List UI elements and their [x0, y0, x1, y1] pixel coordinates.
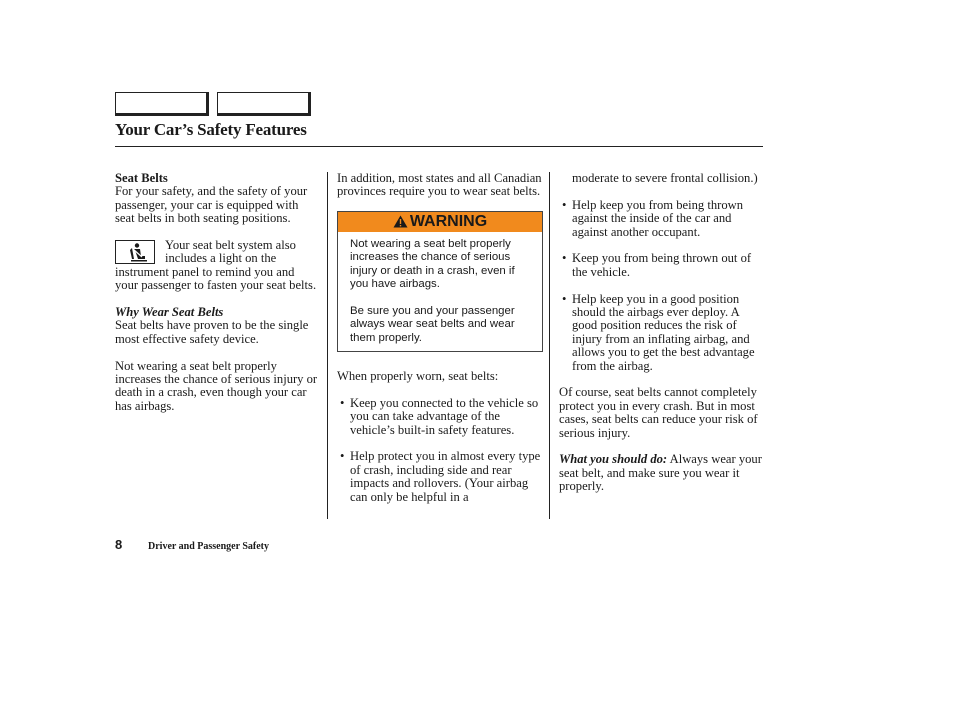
column-3: [559, 172, 764, 507]
what-to-do-paragraph: [559, 453, 764, 493]
not-wearing-paragraph: Not wearing a seat belt properly increases the chance of serious injury or death in a crash, even though your car has airbags.: [115, 358, 318, 413]
when-worn-paragraph: When properly worn, seat belts:: [337, 369, 499, 384]
title-divider: [115, 146, 763, 147]
warning-box: [337, 211, 543, 352]
warning-header: [338, 212, 542, 232]
seat-belt-reminder-icon: [115, 240, 155, 264]
list-item: • Keep you connected to the vehicle so you can take advantage of the vehicle’s built-in safety features.: [340, 395, 539, 437]
what-to-do-text: Always wear your seat belt, and make sure you wear it properly.: [559, 452, 762, 494]
warning-body: [338, 232, 542, 351]
section-heading-seat-belts: Seat Belts: [115, 171, 168, 185]
column-2: [337, 172, 543, 517]
warning-paragraph-1: Not wearing a seat belt properly increases the chance of serious injury or death in a crash, even if you have airbags.: [350, 237, 515, 291]
subheading-why-wear: Why Wear Seat Belts: [115, 305, 224, 320]
warning-paragraph-2: Be sure you and your passenger always wear seat belts and wear them properly.: [350, 304, 515, 344]
previous-page-button[interactable]: [115, 92, 209, 116]
reminder-light-text: Your seat belt system also includes a light on the instrument panel to remind you and your passenger to fasten your seat belts.: [115, 238, 317, 293]
list-item: • Help keep you from being thrown against the inside of the car and against another occupant.: [562, 197, 744, 239]
law-paragraph: In addition, most states and all Canadian provinces require you to wear seat belts.: [337, 171, 542, 199]
warning-label: WARNING: [409, 212, 488, 230]
page-number: 8: [115, 537, 123, 552]
list-item: • Keep you from being thrown out of the vehicle.: [562, 251, 752, 279]
list-item: • Help protect you in almost every type of crash, including side and rear impacts and rollovers. (Your airbag can only be helpful in a: [340, 449, 541, 504]
warning-triangle-icon: [393, 215, 408, 228]
page-title: Your Car’s Safety Features: [115, 120, 307, 139]
intro-paragraph: For your safety, and the safety of your passenger, your car is equipped with seat belts in both seating positions.: [115, 184, 308, 226]
reminder-light-paragraph: [115, 239, 319, 293]
column-1: [115, 172, 319, 427]
column-divider-2: [549, 172, 550, 519]
section-footer: Driver and Passenger Safety: [148, 541, 270, 552]
list-item: • Help keep you in a good position should the airbags ever deploy. A good position reduces the risk of injury from an inflating airbag, and allows you to get the best advantage from the airbag.: [562, 291, 755, 373]
why-paragraph: Seat belts have proven to be the single most effective safety device.: [115, 318, 309, 346]
what-to-do-label: What you should do:: [559, 452, 668, 467]
of-course-paragraph: Of course, seat belts cannot completely protect you in every crash. But in most cases, seat belts can reduce your risk of serious injury.: [559, 385, 758, 440]
list-item-continuation: moderate to severe frontal collision.): [572, 171, 758, 185]
column-divider-1: [327, 172, 328, 519]
next-page-button[interactable]: [217, 92, 311, 116]
